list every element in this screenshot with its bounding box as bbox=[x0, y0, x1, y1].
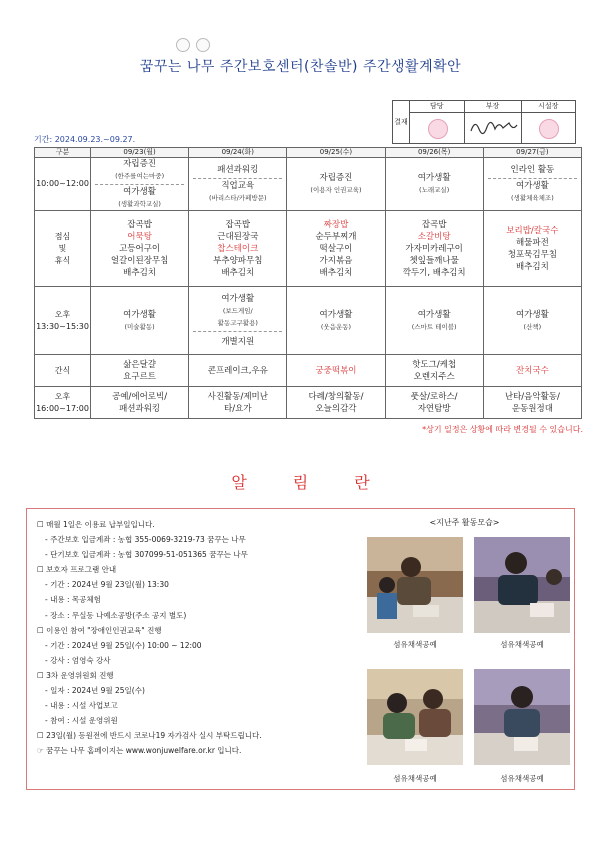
activity: 여가생활 bbox=[95, 184, 184, 198]
table-cell bbox=[287, 158, 385, 211]
activity: 여가생활 bbox=[417, 173, 451, 183]
table-cell bbox=[91, 355, 189, 387]
table-cell bbox=[385, 158, 483, 211]
table-cell bbox=[385, 287, 483, 355]
activity-photo bbox=[474, 537, 570, 633]
activity-detail: (스마트 테이블) bbox=[411, 322, 457, 331]
activity-detail: (생활체육체조) bbox=[511, 194, 554, 202]
table-row bbox=[35, 287, 582, 355]
activity: 여가생활 bbox=[221, 294, 255, 304]
activity-photo-image bbox=[367, 537, 463, 633]
activity: 풋살/로하스/ bbox=[410, 391, 458, 402]
menu-item: 잡곡밥 bbox=[225, 219, 251, 230]
menu-item: 가자미카레구이 bbox=[405, 243, 463, 254]
row-label bbox=[35, 287, 91, 355]
approval-sign-area bbox=[465, 113, 521, 143]
notice-list bbox=[37, 517, 367, 759]
activity: 여가생활 bbox=[417, 309, 451, 320]
menu-item: 얼갈이된장무침 bbox=[110, 255, 169, 266]
snack-item: 오렌지주스 bbox=[413, 371, 455, 382]
activity: 자연탐방 bbox=[417, 403, 451, 414]
activity-detail: (생활과학교실) bbox=[118, 200, 161, 208]
column-header: 구분 bbox=[35, 148, 91, 158]
menu-item: 부추양파무침 bbox=[213, 255, 263, 266]
stamp-seal bbox=[428, 119, 448, 139]
notice-item: ☞ 꿈꾸는 나무 홈페이지는 www.wonjuwelfare.or.kr 입니다. bbox=[37, 746, 242, 756]
photo-caption: 섬유채색공예 bbox=[393, 640, 437, 649]
activity: 다례/창의활동/ bbox=[308, 391, 364, 402]
table-cell bbox=[483, 355, 581, 387]
notice-item: ☐ 이용인 참여 "장애인인권교육" 진행 bbox=[37, 625, 162, 635]
weekly-schedule-table bbox=[34, 147, 582, 419]
menu-item: 잡곡밥 bbox=[421, 219, 447, 230]
table-cell bbox=[287, 211, 385, 287]
table-cell bbox=[483, 287, 581, 355]
notice-detail: - 일자 : 2024년 9월 25일(수) bbox=[45, 686, 145, 696]
notice-detail: - 참여 : 시설 운영위원 bbox=[45, 716, 118, 726]
snack-item: 핫도그/케첩 bbox=[412, 359, 457, 370]
activity: 개별지원 bbox=[193, 331, 282, 348]
activity-detail: (산책) bbox=[523, 322, 542, 331]
activity: 오늘의감각 bbox=[315, 403, 357, 414]
photos-title: <지난주 활동모습> bbox=[429, 518, 500, 527]
activity-detail: (한주를여는마중) bbox=[115, 172, 165, 180]
notice-item: ☐ 매월 1일은 이용료 납부일입니다. bbox=[37, 520, 155, 529]
notice-item: ☐ 23일(월) 등원전에 반드시 코로나19 자가검사 실시 부탁드립니다. bbox=[37, 731, 262, 741]
photo-caption: 섬유채색공예 bbox=[500, 774, 544, 783]
table-row bbox=[35, 211, 582, 287]
activity-photo-image bbox=[474, 669, 570, 765]
activity: 자립증진 bbox=[319, 173, 353, 183]
approval-cell-manager bbox=[465, 101, 522, 143]
column-header: 09/24(화) bbox=[189, 148, 287, 158]
activity-photo bbox=[367, 669, 463, 765]
table-cell bbox=[189, 287, 287, 355]
stamp-seal bbox=[539, 119, 559, 139]
notice-item: ☐ 보호자 프로그램 안내 bbox=[37, 565, 117, 575]
binder-hole bbox=[176, 38, 190, 52]
activity: 여가생활 bbox=[488, 178, 577, 192]
notice-detail: - 내용 : 목공체험 bbox=[45, 595, 101, 605]
menu-item: 떡살구이 bbox=[319, 243, 353, 254]
activity-detail: (노래교실) bbox=[419, 186, 450, 194]
table-cell bbox=[483, 211, 581, 287]
table-cell bbox=[91, 211, 189, 287]
approval-header: 부장 bbox=[465, 101, 521, 113]
menu-item: 쳇잎들깨나물 bbox=[409, 255, 459, 266]
menu-item: 가지볶음 bbox=[319, 255, 353, 266]
menu-item: 배추김치 bbox=[221, 267, 255, 278]
snack-item: 요구르트 bbox=[123, 371, 157, 382]
menu-item: 보리밥/칼국수 bbox=[506, 225, 559, 236]
table-cell bbox=[287, 355, 385, 387]
activity-detail: (이용자 인권교육) bbox=[310, 186, 362, 194]
menu-item: 배추김치 bbox=[319, 267, 353, 278]
row-label-line: 휴식 bbox=[54, 255, 71, 265]
column-header: 09/25(수) bbox=[287, 148, 385, 158]
activity-detail: (바리스타/카페방문) bbox=[209, 194, 267, 202]
photo-caption: 섬유채색공예 bbox=[500, 640, 544, 649]
table-cell bbox=[483, 387, 581, 419]
activity: 운동원정대 bbox=[511, 403, 553, 414]
schedule-change-note: *상기 일정은 상황에 따라 변경될 수 있습니다. bbox=[422, 425, 583, 434]
activity-photos bbox=[362, 517, 567, 529]
menu-item: 깍두기, 배추김치 bbox=[402, 267, 466, 278]
activity: 패션과워킹 bbox=[119, 403, 161, 414]
table-row bbox=[35, 158, 582, 211]
notice-detail: - 주간보호 입금계좌 : 농협 355-0069-3219-73 꿈꾸는 나무 bbox=[45, 535, 246, 545]
table-cell bbox=[189, 158, 287, 211]
notice-detail: - 내용 : 시설 사업보고 bbox=[45, 701, 118, 711]
menu-item: 찹스테이크 bbox=[217, 243, 259, 254]
row-label: 간식 bbox=[35, 355, 91, 387]
activity: 여가생활 bbox=[319, 309, 353, 320]
activity: 사진활동/제미난 bbox=[207, 391, 268, 402]
activity-photo bbox=[367, 537, 463, 633]
row-label-line: 및 bbox=[58, 243, 67, 253]
page-title: 꿈꾸는 나무 주간보호센터(찬솔반) 주간생활계확안 bbox=[139, 59, 462, 75]
notice-detail: - 기간 : 2024년 9월 25일(수) 10:00 ~ 12:00 bbox=[45, 640, 202, 650]
notice-panel bbox=[26, 508, 575, 790]
menu-item: 짜장밥 bbox=[323, 219, 349, 230]
activity: 공예/에어로빅/ bbox=[112, 391, 168, 402]
snack-item: 콘프레이크,우유 bbox=[207, 365, 268, 376]
table-cell bbox=[385, 387, 483, 419]
activity: 패션과워킹 bbox=[217, 165, 259, 175]
notice-detail: - 단기보호 입금계좌 : 농협 307099-51-051365 꿈꾸는 나무 bbox=[45, 550, 248, 560]
row-label bbox=[35, 211, 91, 287]
approval-cell-staff bbox=[410, 101, 465, 143]
approval-label-text: 결재 bbox=[394, 118, 408, 126]
row-label-line: 오후 bbox=[54, 391, 71, 401]
handwritten-signature bbox=[465, 113, 521, 139]
menu-item: 어묵탕 bbox=[127, 231, 152, 242]
approval-header: 시설장 bbox=[522, 101, 576, 113]
approval-sign-area bbox=[522, 113, 576, 143]
table-cell bbox=[189, 387, 287, 419]
row-label-line: 16:00~17:00 bbox=[36, 403, 89, 413]
activity: 여가생활 bbox=[123, 309, 157, 320]
notice-detail: - 강사 : 엄영숙 강사 bbox=[45, 655, 111, 665]
table-row bbox=[35, 355, 582, 387]
schedule-period: 기간: 2024.09.23.~09.27. bbox=[34, 135, 136, 144]
row-label-line: 오후 bbox=[54, 309, 71, 319]
menu-item: 근대된장국 bbox=[217, 231, 259, 242]
notice-detail: - 장소 : 무실동 나예소공방(주소 공지 별도) bbox=[45, 610, 187, 620]
menu-item: 청포묵김무침 bbox=[507, 249, 558, 260]
table-cell bbox=[91, 287, 189, 355]
activity: 여가생활 bbox=[515, 309, 549, 320]
binder-hole bbox=[196, 38, 210, 52]
row-label bbox=[35, 387, 91, 419]
activity-photo-image bbox=[474, 537, 570, 633]
row-label: 10:00~12:00 bbox=[35, 158, 91, 211]
row-label-line: 점심 bbox=[54, 231, 71, 241]
approval-sign-area bbox=[410, 113, 464, 143]
menu-item: 잡곡밥 bbox=[127, 219, 152, 230]
table-cell bbox=[287, 287, 385, 355]
notice-item: ☐ 3차 운영위원회 진행 bbox=[37, 670, 114, 680]
column-header: 09/26(목) bbox=[385, 148, 483, 158]
photo-caption: 섬유채색공예 bbox=[393, 774, 437, 783]
table-cell bbox=[385, 211, 483, 287]
activity: 자립증진 bbox=[123, 159, 157, 169]
column-header: 09/23(월) bbox=[91, 148, 189, 158]
table-cell bbox=[91, 387, 189, 419]
column-header: 09/27(금) bbox=[483, 148, 581, 158]
approval-box bbox=[392, 100, 576, 144]
activity-detail: (미술활동) bbox=[124, 322, 155, 331]
menu-item: 배추김치 bbox=[515, 261, 549, 272]
table-cell bbox=[189, 355, 287, 387]
menu-item: 고등어구이 bbox=[119, 243, 161, 254]
activity-detail: 활동고구활용) bbox=[217, 319, 258, 327]
menu-item: 순두부찌개 bbox=[315, 231, 357, 242]
activity-detail: (웃음운동) bbox=[320, 322, 352, 331]
menu-item: 해물파전 bbox=[515, 237, 549, 248]
table-cell bbox=[483, 158, 581, 211]
snack-item: 삶은달걀 bbox=[123, 359, 157, 370]
approval-cell-director bbox=[522, 101, 576, 143]
activity: 직업교육 bbox=[193, 178, 282, 192]
table-row bbox=[35, 387, 582, 419]
approval-label bbox=[393, 101, 410, 143]
table-cell bbox=[189, 211, 287, 287]
activity-detail: (보드게임/ bbox=[222, 307, 253, 315]
row-label-line: 13:30~15:30 bbox=[36, 321, 89, 331]
menu-item: 배추김치 bbox=[123, 267, 157, 278]
table-header-row bbox=[35, 148, 582, 158]
snack-item: 궁중떡볶이 bbox=[315, 365, 357, 376]
notice-board-title: 알림란 bbox=[231, 473, 416, 492]
activity: 난타/음악활동/ bbox=[504, 391, 560, 402]
menu-item: 소갈비탕 bbox=[417, 231, 451, 242]
notice-detail: - 기간 : 2024년 9월 23일(월) 13:30 bbox=[45, 580, 169, 590]
table-cell bbox=[385, 355, 483, 387]
table-cell bbox=[91, 158, 189, 211]
approval-header: 담당 bbox=[410, 101, 464, 113]
activity: 인라인 활동 bbox=[510, 165, 555, 175]
snack-item: 잔치국수 bbox=[515, 365, 549, 376]
activity-photo-image bbox=[367, 669, 463, 765]
activity: 타/요가 bbox=[224, 403, 252, 414]
activity-photo bbox=[474, 669, 570, 765]
table-cell bbox=[287, 387, 385, 419]
